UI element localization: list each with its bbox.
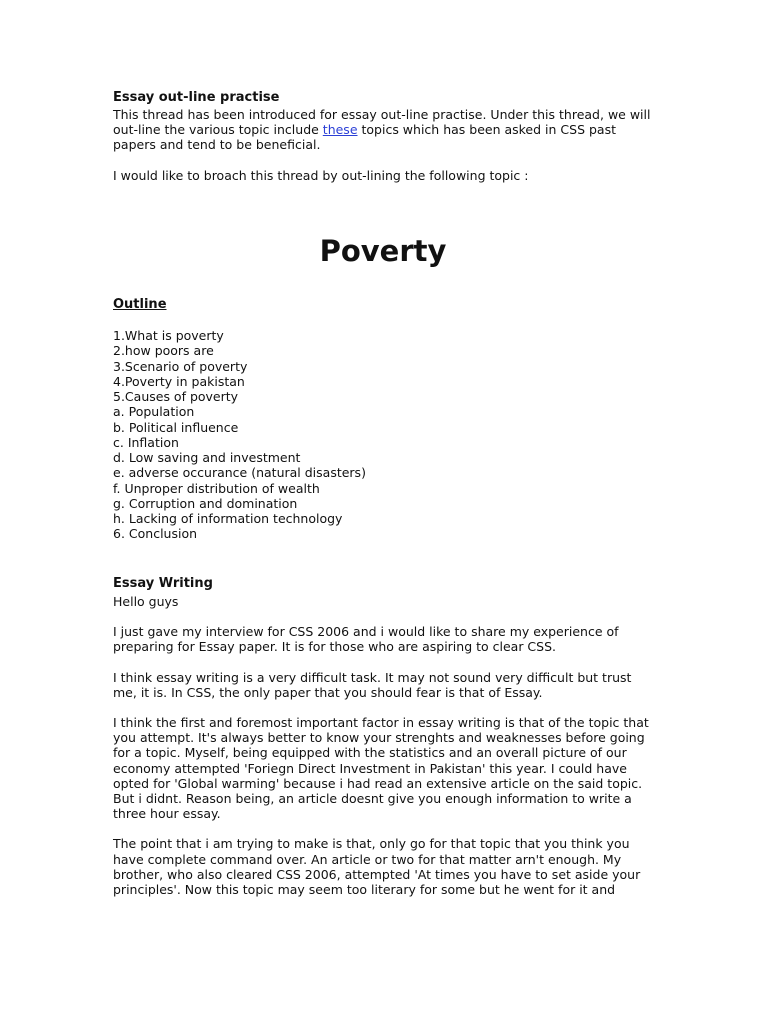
greeting: Hello guys xyxy=(113,594,179,609)
essay-paragraph: I think the first and foremost important factor in essay writing is that of the topic that you attempt. It's always better to know your strenghts and weaknesses before going for a topic. Myself, being equipped with the statistics and an overall picture of our economy attempted 'Foriegn Direct Investment in Pakistan' this year. I could have opted for 'Global warming' because i had read an extensive article on the said topic. But i didnt. Reason being, an article doesnt give you enough information to write a three hour essay. xyxy=(113,715,649,822)
essay-paragraph: I think essay writing is a very difficult task. It may not sound very difficult but trust me, it is. In CSS, the only paper that you should fear is that of Essay. xyxy=(113,669,632,700)
outline-item: a. Population xyxy=(113,404,195,420)
outline-item: g. Corruption and domination xyxy=(113,495,298,511)
intro-text-after-link: topics which has been asked in CSS past papers and tend to be beneficial. xyxy=(113,122,616,153)
outline-item: c. Inflation xyxy=(113,434,179,450)
outline-list xyxy=(113,328,366,542)
essay-writing-section xyxy=(113,576,653,897)
intro-section xyxy=(113,90,653,153)
essay-title: Essay Writing xyxy=(113,576,213,591)
intro-paragraph xyxy=(113,107,653,153)
intro-text-before-link: This thread has been introduced for essay out-line practise. Under this thread, we will out-line the various topic include xyxy=(113,107,651,138)
broach-paragraph: I would like to broach this thread by out-lining the following topic : xyxy=(113,168,529,183)
outline-item: 4.Poverty in pakistan xyxy=(113,373,245,389)
outline-item: 2.how poors are xyxy=(113,343,214,359)
outline-heading: Outline xyxy=(113,297,167,312)
outline-item: b. Political influence xyxy=(113,419,239,435)
outline-item: h. Lacking of information technology xyxy=(113,511,343,526)
essay-paragraph: I just gave my interview for CSS 2006 and i would like to share my experience of preparing for Essay paper. It is for those who are aspiring to clear CSS. xyxy=(113,624,619,655)
outline-item: f. Unproper distribution of wealth xyxy=(113,480,320,496)
topic-title: Poverty xyxy=(319,234,447,268)
these-link[interactable]: these xyxy=(322,122,358,138)
outline-item: 3.Scenario of poverty xyxy=(113,358,248,374)
outline-item: e. adverse occurance (natural disasters) xyxy=(113,465,366,481)
outline-item: 6. Conclusion xyxy=(113,526,198,542)
essay-paragraph: The point that i am trying to make is that, only go for that topic that you think you have complete command over. An article or two for that matter arn't enough. My brother, who also cleared CSS 2006, attempted 'At times you have to set aside your principles'. Now this topic may seem too literary for some but he went for it and xyxy=(113,836,641,898)
outline-item: 5.Causes of poverty xyxy=(113,389,239,404)
outline-item: d. Low saving and investment xyxy=(113,450,301,465)
intro-title: Essay out-line practise xyxy=(113,90,280,105)
outline-item: 1.What is poverty xyxy=(113,328,224,343)
